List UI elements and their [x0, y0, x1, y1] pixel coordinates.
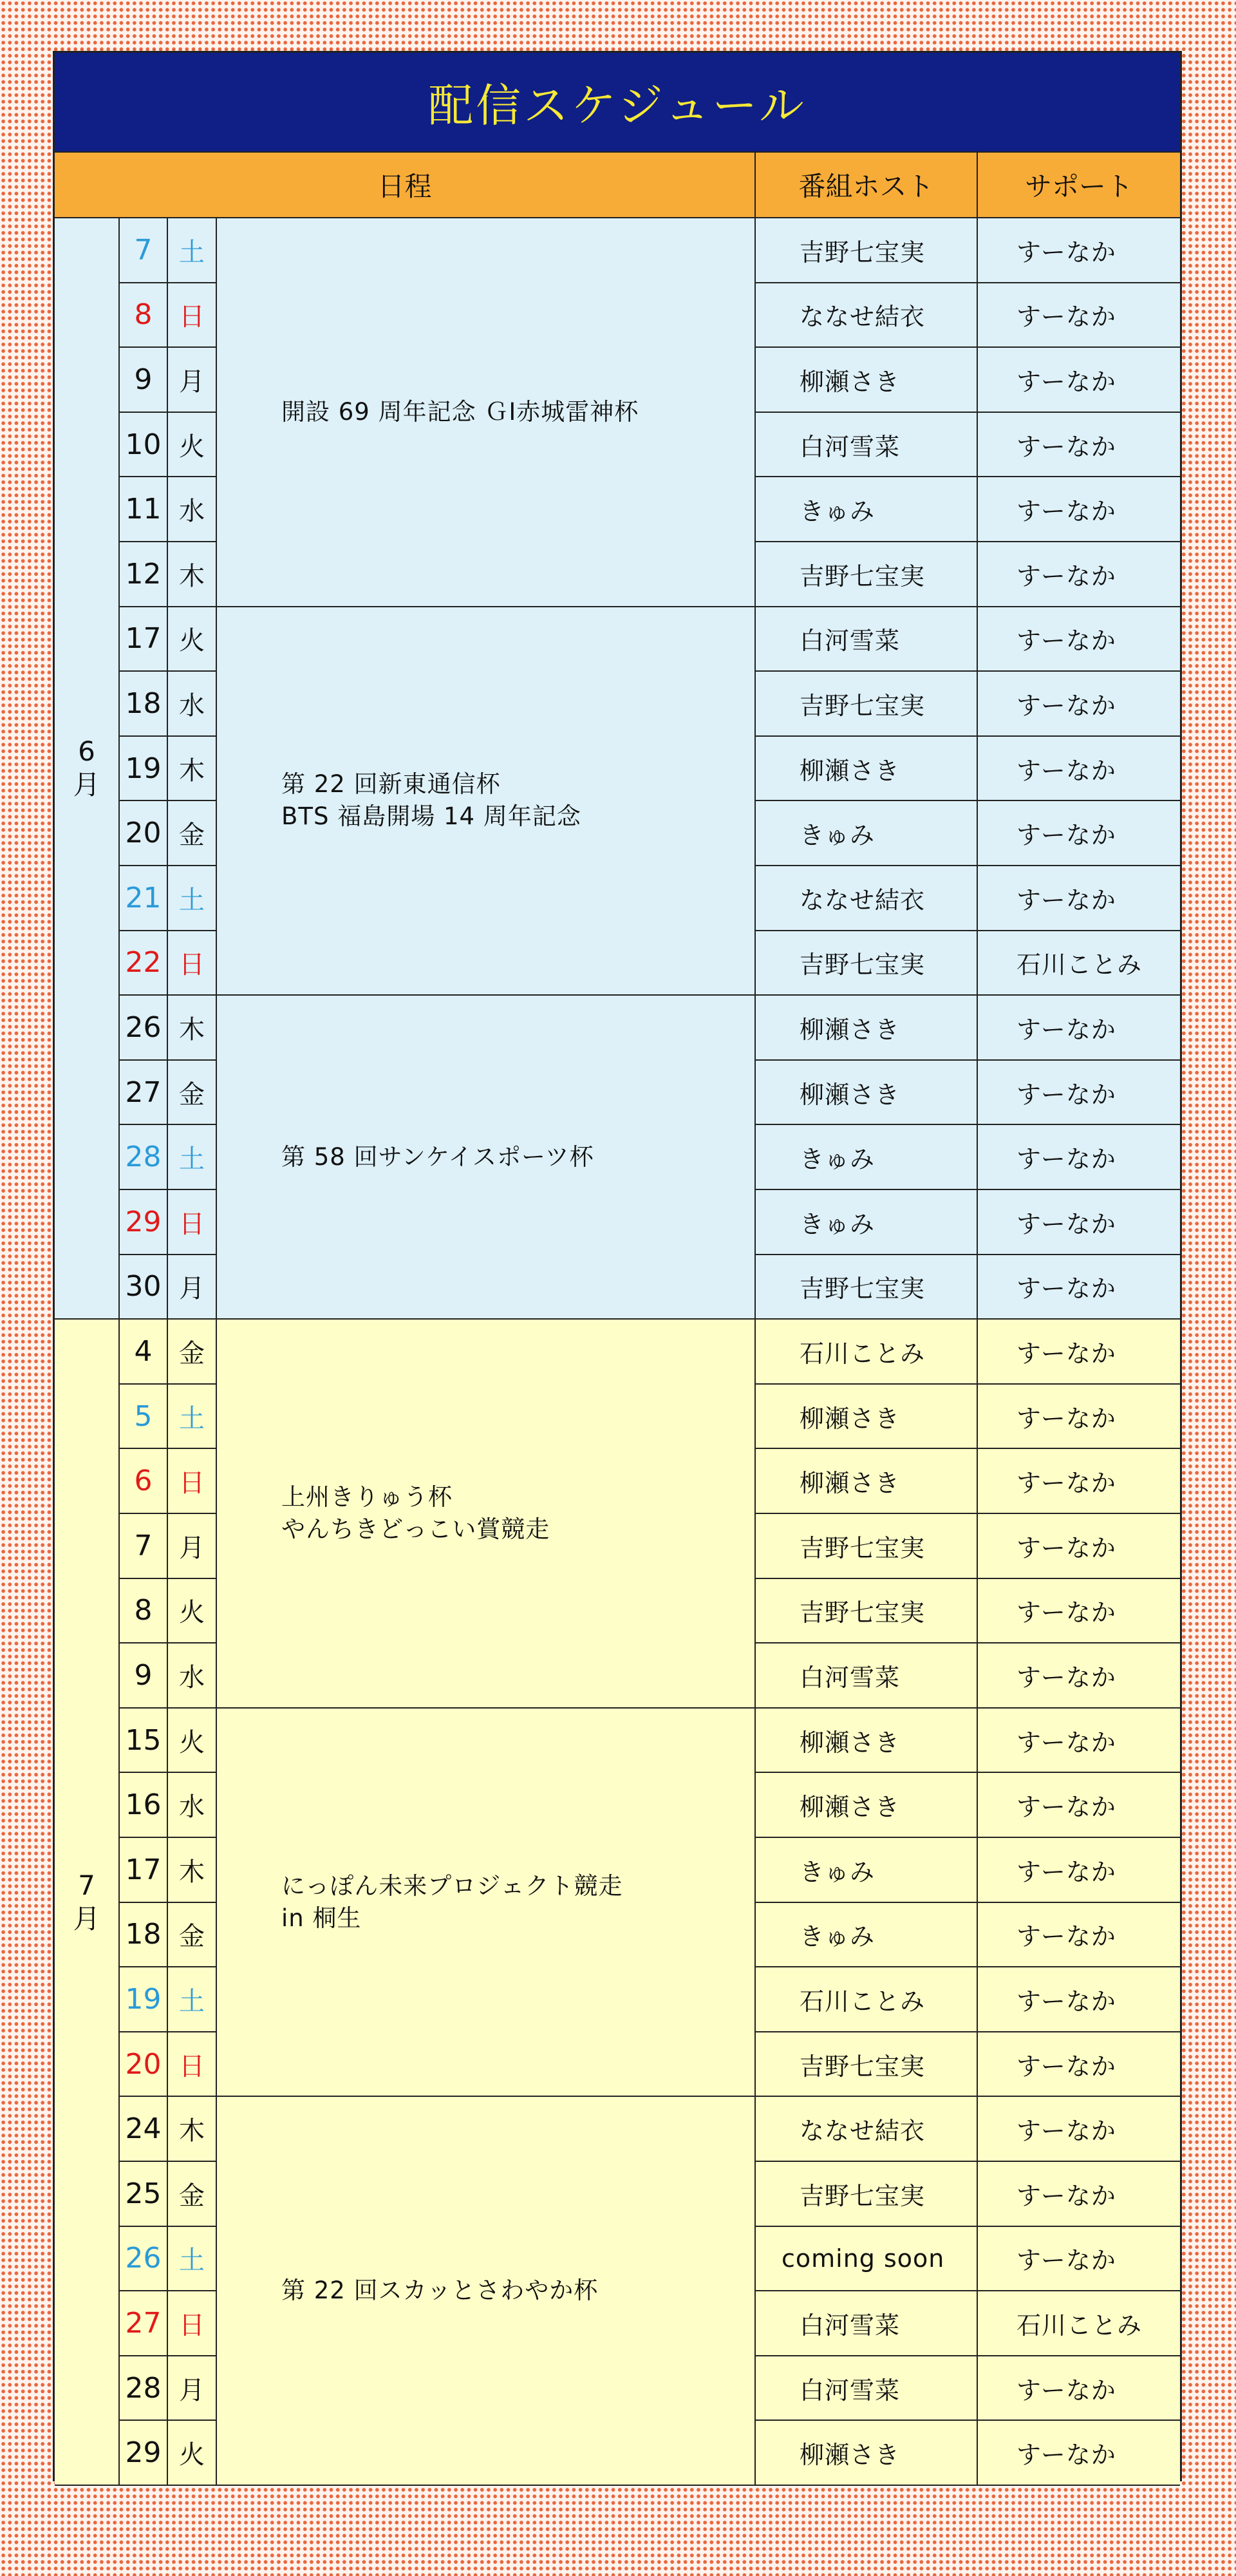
day-of-week: 木	[168, 996, 217, 1061]
day-number: 11	[120, 477, 168, 542]
support-name: 石川ことみ	[978, 931, 1180, 996]
day-of-week: 日	[168, 931, 217, 996]
support-name: すーなか	[978, 1967, 1180, 2032]
day-number: 21	[120, 866, 168, 931]
day-of-week: 火	[168, 1709, 217, 1774]
day-number: 4	[120, 1320, 168, 1385]
header-schedule: 日程	[55, 153, 756, 217]
host-name: 柳瀬さき	[756, 737, 978, 802]
host-name: 吉野七宝実	[756, 931, 978, 996]
day-number: 26	[120, 2227, 168, 2292]
day-number: 6	[120, 1449, 168, 1514]
host-name: 石川ことみ	[756, 1320, 978, 1385]
host-name: 柳瀬さき	[756, 1773, 978, 1838]
host-name: 白河雪菜	[756, 2291, 978, 2356]
day-number: 7	[120, 218, 168, 283]
page-title: 配信スケジュール	[55, 53, 1180, 151]
host-name: 白河雪菜	[756, 1643, 978, 1709]
host-name: きゅみ	[756, 477, 978, 542]
day-of-week: 土	[168, 1385, 217, 1450]
support-name: すーなか	[978, 801, 1180, 866]
day-of-week: 水	[168, 477, 217, 542]
day-of-week: 土	[168, 2227, 217, 2292]
support-name: すーなか	[978, 1773, 1180, 1838]
day-of-week: 金	[168, 801, 217, 866]
support-name: すーなか	[978, 2097, 1180, 2162]
support-name: すーなか	[978, 1061, 1180, 1126]
host-name: 吉野七宝実	[756, 1255, 978, 1320]
support-name: すーなか	[978, 996, 1180, 1061]
month-label: 7 月	[55, 1320, 120, 2486]
day-number: 15	[120, 1709, 168, 1774]
event-name: 第 58 回サンケイスポーツ杯	[217, 996, 756, 1320]
day-of-week: 金	[168, 1903, 217, 1968]
host-name: 吉野七宝実	[756, 2162, 978, 2227]
host-name: きゅみ	[756, 801, 978, 866]
day-of-week: 金	[168, 2162, 217, 2227]
day-of-week: 日	[168, 1449, 217, 1514]
day-of-week: 火	[168, 607, 217, 672]
support-name: すーなか	[978, 1643, 1180, 1709]
day-of-week: 水	[168, 1643, 217, 1709]
support-name: すーなか	[978, 283, 1180, 348]
support-name: すーなか	[978, 348, 1180, 413]
support-name: すーなか	[978, 2162, 1180, 2227]
host-name: 柳瀬さき	[756, 1449, 978, 1514]
event-name: 開設 69 周年記念 ＧⅠ赤城雷神杯	[217, 218, 756, 607]
day-number: 27	[120, 1061, 168, 1126]
day-of-week: 土	[168, 1967, 217, 2032]
day-of-week: 日	[168, 2032, 217, 2098]
day-of-week: 土	[168, 218, 217, 283]
day-number: 9	[120, 1643, 168, 1709]
day-number: 26	[120, 996, 168, 1061]
support-name: すーなか	[978, 1125, 1180, 1190]
support-name: すーなか	[978, 413, 1180, 478]
host-name: coming soon	[756, 2227, 978, 2292]
day-number: 8	[120, 283, 168, 348]
day-number: 28	[120, 1125, 168, 1190]
support-name: すーなか	[978, 1190, 1180, 1255]
support-name: すーなか	[978, 1255, 1180, 1320]
host-name: 吉野七宝実	[756, 1514, 978, 1579]
day-of-week: 金	[168, 1061, 217, 1126]
day-number: 29	[120, 2421, 168, 2486]
day-number: 5	[120, 1385, 168, 1450]
event-name: 第 22 回新東通信杯 BTS 福島開場 14 周年記念	[217, 607, 756, 996]
month-label: 6 月	[55, 218, 120, 1320]
day-of-week: 金	[168, 1320, 217, 1385]
host-name: 柳瀬さき	[756, 1385, 978, 1450]
host-name: 柳瀬さき	[756, 996, 978, 1061]
day-number: 24	[120, 2097, 168, 2162]
day-of-week: 月	[168, 1514, 217, 1579]
day-number: 30	[120, 1255, 168, 1320]
day-of-week: 土	[168, 1125, 217, 1190]
day-number: 22	[120, 931, 168, 996]
support-name: すーなか	[978, 1320, 1180, 1385]
host-name: 石川ことみ	[756, 1967, 978, 2032]
support-name: すーなか	[978, 1709, 1180, 1774]
day-number: 9	[120, 348, 168, 413]
day-of-week: 火	[168, 2421, 217, 2486]
table-header	[55, 151, 1180, 218]
day-of-week: 木	[168, 542, 217, 607]
event-name: にっぽん未来プロジェクト競走 in 桐生	[217, 1709, 756, 2098]
day-number: 8	[120, 1579, 168, 1644]
support-name: すーなか	[978, 1514, 1180, 1579]
day-number: 17	[120, 1838, 168, 1903]
host-name: ななせ結衣	[756, 2097, 978, 2162]
day-of-week: 水	[168, 672, 217, 737]
host-name: 白河雪菜	[756, 607, 978, 672]
day-number: 20	[120, 801, 168, 866]
day-of-week: 水	[168, 1773, 217, 1838]
event-name: 第 22 回スカッとさわやか杯	[217, 2097, 756, 2486]
host-name: 柳瀬さき	[756, 1061, 978, 1126]
support-name: すーなか	[978, 737, 1180, 802]
host-name: ななせ結衣	[756, 283, 978, 348]
day-of-week: 木	[168, 737, 217, 802]
header-host: 番組ホスト	[756, 153, 978, 217]
support-name: すーなか	[978, 1579, 1180, 1644]
support-name: すーなか	[978, 477, 1180, 542]
day-of-week: 火	[168, 1579, 217, 1644]
host-name: 吉野七宝実	[756, 542, 978, 607]
support-name: すーなか	[978, 672, 1180, 737]
host-name: きゅみ	[756, 1190, 978, 1255]
host-name: 白河雪菜	[756, 413, 978, 478]
support-name: すーなか	[978, 1838, 1180, 1903]
support-name: すーなか	[978, 2032, 1180, 2098]
host-name: 柳瀬さき	[756, 2421, 978, 2486]
host-name: 白河雪菜	[756, 2356, 978, 2421]
schedule-sheet	[53, 51, 1182, 2481]
host-name: きゅみ	[756, 1903, 978, 1968]
day-number: 18	[120, 672, 168, 737]
support-name: すーなか	[978, 866, 1180, 931]
day-of-week: 日	[168, 2291, 217, 2356]
host-name: ななせ結衣	[756, 866, 978, 931]
host-name: 吉野七宝実	[756, 1579, 978, 1644]
support-name: すーなか	[978, 2227, 1180, 2292]
support-name: すーなか	[978, 1449, 1180, 1514]
day-number: 18	[120, 1903, 168, 1968]
day-of-week: 木	[168, 2097, 217, 2162]
day-number: 16	[120, 1773, 168, 1838]
day-of-week: 火	[168, 413, 217, 478]
day-of-week: 土	[168, 866, 217, 931]
host-name: 吉野七宝実	[756, 218, 978, 283]
day-number: 29	[120, 1190, 168, 1255]
day-number: 25	[120, 2162, 168, 2227]
support-name: すーなか	[978, 2356, 1180, 2421]
day-number: 10	[120, 413, 168, 478]
header-support: サポート	[1024, 171, 1133, 202]
day-of-week: 日	[168, 1190, 217, 1255]
day-of-week: 月	[168, 1255, 217, 1320]
day-number: 28	[120, 2356, 168, 2421]
day-number: 12	[120, 542, 168, 607]
day-number: 19	[120, 1967, 168, 2032]
event-name: 上州きりゅう杯 やんちきどっこい賞競走	[217, 1320, 756, 1709]
day-of-week: 月	[168, 348, 217, 413]
support-name: すーなか	[978, 218, 1180, 283]
host-name: きゅみ	[756, 1125, 978, 1190]
support-name: すーなか	[978, 607, 1180, 672]
day-number: 19	[120, 737, 168, 802]
day-number: 17	[120, 607, 168, 672]
support-name: すーなか	[978, 1903, 1180, 1968]
host-name: 吉野七宝実	[756, 672, 978, 737]
day-number: 27	[120, 2291, 168, 2356]
support-name: すーなか	[978, 2421, 1180, 2486]
support-name: すーなか	[978, 542, 1180, 607]
support-name: 石川ことみ	[978, 2291, 1180, 2356]
support-name: すーなか	[978, 1385, 1180, 1450]
host-name: きゅみ	[756, 1838, 978, 1903]
host-name: 柳瀬さき	[756, 348, 978, 413]
day-of-week: 木	[168, 1838, 217, 1903]
host-name: 吉野七宝実	[756, 2032, 978, 2098]
day-of-week: 月	[168, 2356, 217, 2421]
day-of-week: 日	[168, 283, 217, 348]
host-name: 柳瀬さき	[756, 1709, 978, 1774]
day-number: 7	[120, 1514, 168, 1579]
day-number: 20	[120, 2032, 168, 2098]
